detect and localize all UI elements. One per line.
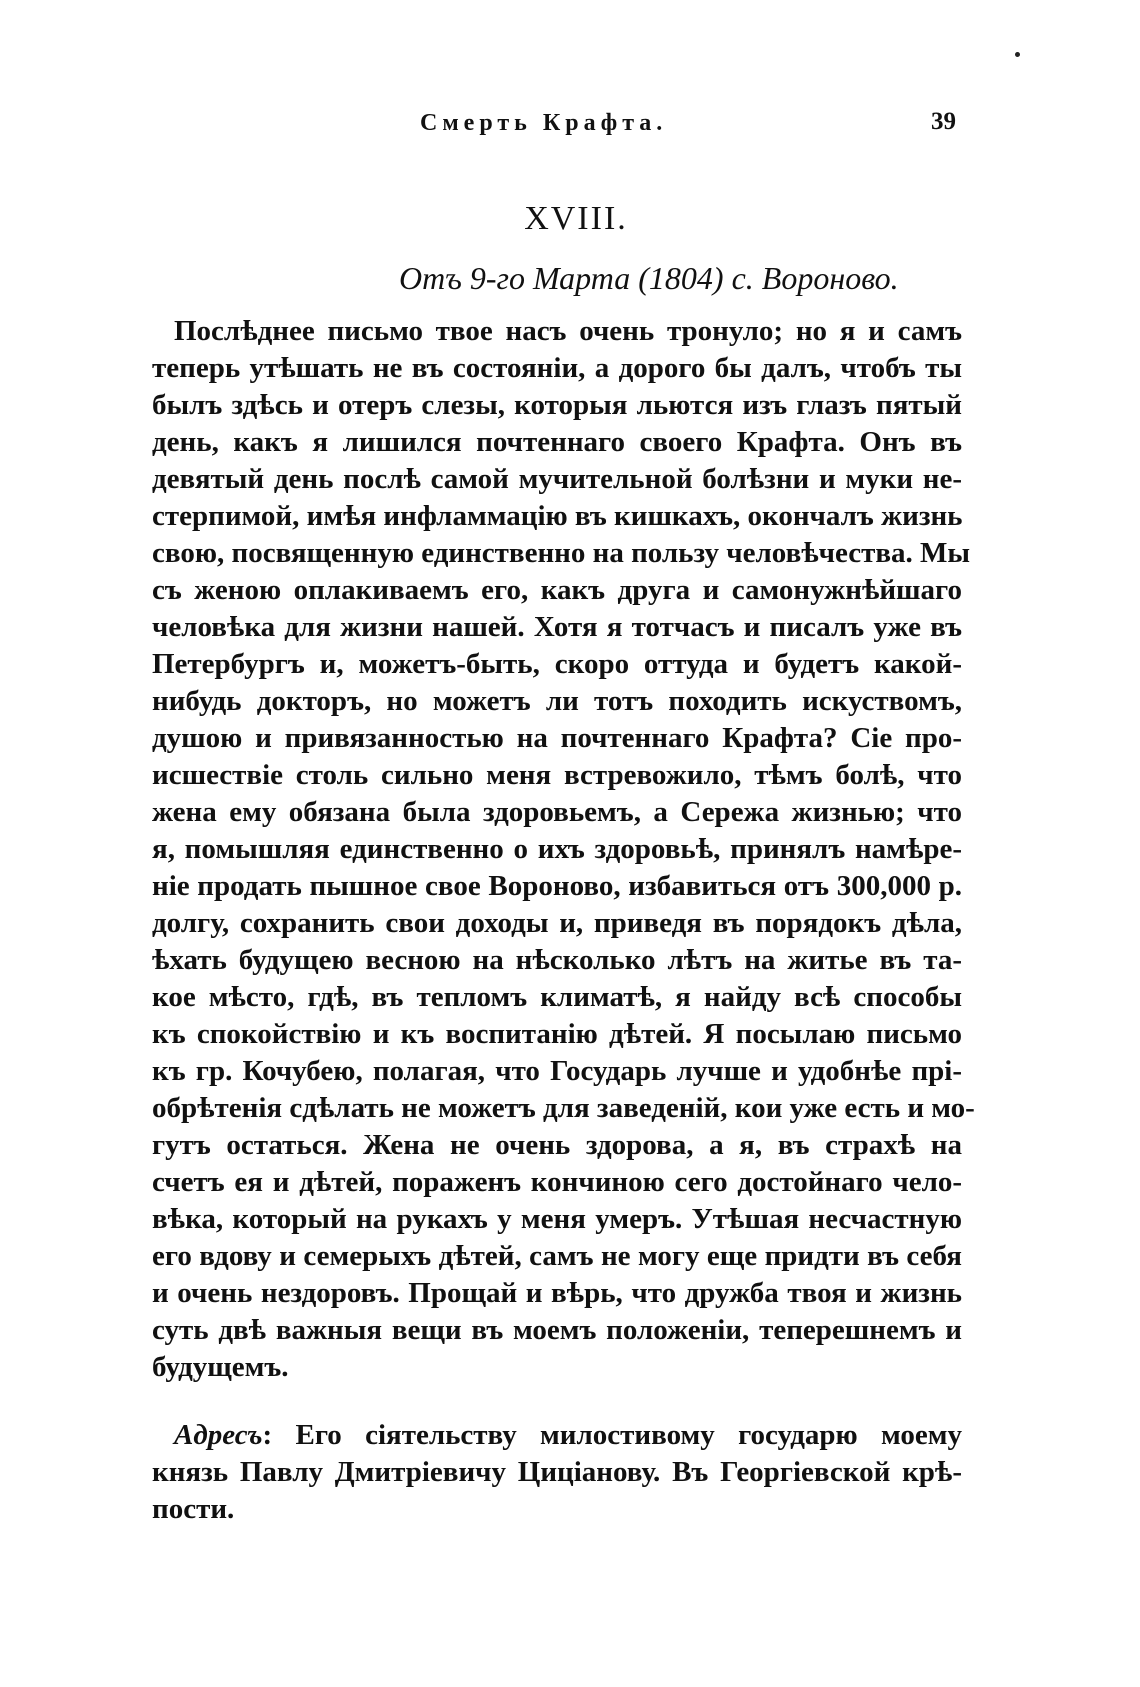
text-line: гутъ остаться. Жена не очень здорова, а я, въ страхѣ на bbox=[152, 1129, 962, 1161]
text-line: нибудь докторъ, но можетъ ли тотъ походить искуствомъ, bbox=[152, 685, 962, 717]
text-line: душою и привязанностью на почтеннаго Крафта? Сіе про- bbox=[152, 722, 962, 754]
text-line: исшествіе столь сильно меня встревожило, тѣмъ болѣ, что bbox=[152, 759, 962, 791]
page-speck bbox=[1015, 52, 1020, 57]
text-line: свою, посвященную единственно на пользу человѣчества. Мы bbox=[152, 537, 971, 569]
text-line: обрѣтенія сдѣлать не можетъ для заведеній, кои уже есть и мо- bbox=[152, 1092, 975, 1124]
text-line: вѣка, который на рукахъ у меня умеръ. Утѣшая несчастную bbox=[152, 1203, 962, 1235]
text-line: будущемъ. bbox=[152, 1351, 289, 1383]
page-number: 39 bbox=[931, 108, 956, 135]
text-line: къ гр. Кочубею, полагая, что Государь лучше и удобнѣе прі- bbox=[152, 1055, 962, 1087]
letter-address bbox=[152, 1417, 962, 1528]
text-line: Петербургъ и, можетъ-быть, скоро оттуда и будетъ какой- bbox=[152, 648, 962, 680]
text-line: суть двѣ важныя вещи въ моемъ положеніи, теперешнемъ и bbox=[152, 1314, 962, 1346]
text-line: стерпимой, имѣя инфламмацію въ кишкахъ, окончалъ жизнь bbox=[152, 500, 963, 532]
text-line: ніе продать пышное свое Вороново, избавиться отъ 300,000 р. bbox=[152, 870, 962, 902]
text-line: къ спокойствію и къ воспитанію дѣтей. Я посылаю письмо bbox=[152, 1018, 962, 1050]
text-line: и очень нездоровъ. Прощай и вѣрь, что дружба твоя и жизнь bbox=[152, 1277, 962, 1309]
letter-body bbox=[152, 313, 975, 1386]
text-line: жена ему обязана была здоровьемъ, а Сережа жизнью; что bbox=[152, 796, 962, 828]
text-line: его вдову и семерыхъ дѣтей, самъ не могу еще придти въ себя bbox=[152, 1240, 962, 1272]
text-line: теперь утѣшать не въ состояніи, а дорого бы далъ, чтобъ ты bbox=[152, 352, 962, 384]
text-line: кое мѣсто, гдѣ, въ тепломъ климатѣ, я найду всѣ способы bbox=[152, 981, 962, 1013]
text-line: день, какъ я лишился почтеннаго своего Крафта. Онъ въ bbox=[152, 426, 962, 458]
address-label: Адресъ bbox=[174, 1419, 263, 1451]
text-line: девятый день послѣ самой мучительной болѣзни и муки не- bbox=[152, 463, 962, 495]
text-line: долгу, сохранить свои доходы и, приведя въ порядокъ дѣла, bbox=[152, 907, 962, 939]
text-line: былъ здѣсь и отеръ слезы, которыя льются изъ глазъ пятый bbox=[152, 389, 962, 421]
text-line: ѣхать будущею весною на нѣсколько лѣтъ на житье въ та- bbox=[152, 944, 962, 976]
address-line: князь Павлу Дмитріевичу Циціанову. Въ Георгіевской крѣ- bbox=[152, 1456, 962, 1488]
text-line: счетъ ея и дѣтей, пораженъ кончиною сего достойнаго чело- bbox=[152, 1166, 962, 1198]
running-title: Смерть Крафта. bbox=[420, 110, 668, 136]
address-line: пости. bbox=[152, 1493, 235, 1525]
text-line: я, помышляя единственно о ихъ здоровьѣ, принялъ намѣре- bbox=[152, 833, 962, 865]
address-line-first bbox=[152, 1417, 962, 1454]
chapter-number: XVIII. bbox=[524, 200, 628, 237]
text-line: съ женою оплакиваемъ его, какъ друга и самонужнѣйшаго bbox=[152, 574, 962, 606]
address-text: : Его сіятельству милостивому государю моему bbox=[262, 1419, 962, 1451]
text-line: человѣка для жизни нашей. Хотя я тотчасъ и писалъ уже въ bbox=[152, 611, 962, 643]
text-line: Послѣднее письмо твое насъ очень тронуло; но я и самъ bbox=[174, 315, 962, 347]
letter-dateline: Отъ 9-го Марта (1804) с. Вороново. bbox=[399, 260, 899, 296]
